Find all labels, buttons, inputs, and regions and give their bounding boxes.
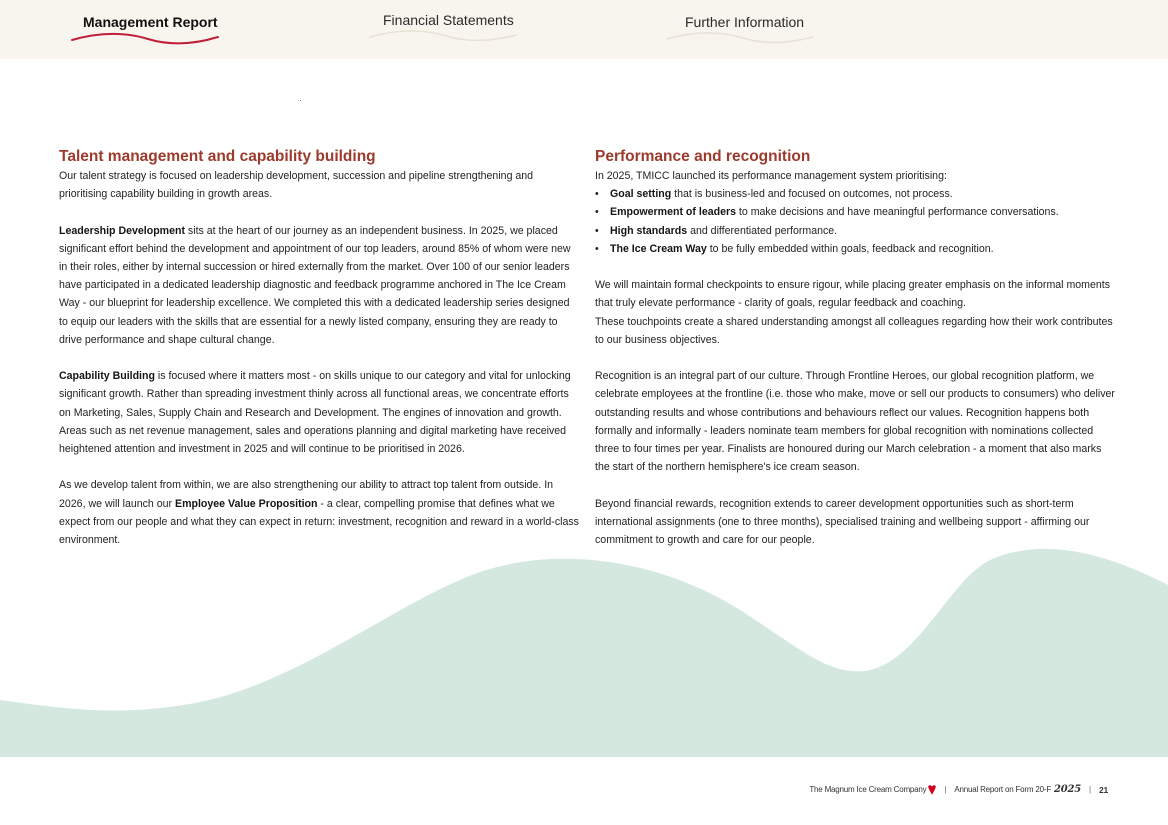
- list-item: • High standards and differentiated performance.: [595, 222, 1115, 240]
- tab-underline: [368, 28, 518, 44]
- section-heading-talent: Talent management and capability building: [59, 148, 376, 165]
- list-item: • The Ice Cream Way to be fully embedded within goals, feedback and recognition.: [595, 240, 1115, 258]
- stray-dot: [300, 100, 301, 101]
- bold-term: Employee Value Proposition: [175, 497, 318, 510]
- footer-separator: |: [1089, 785, 1091, 794]
- page-number: 21: [1098, 784, 1108, 795]
- brand-heart-icon: [928, 785, 936, 795]
- list-item: • Goal setting that is business-led and focused on outcomes, not process.: [595, 185, 1115, 203]
- tab-label: Further Information: [685, 14, 805, 30]
- top-navigation: [0, 0, 1168, 59]
- left-intro: Our talent strategy is focused on leadership development, succession and pipeline strengthening and prioritising capability building in growth areas.: [59, 170, 534, 201]
- capability-building-paragraph: Capability Building is focused where it matters most - on skills unique to our category and vital for unlocking significant growth. Rather than spreading investment thinly across all functional areas, we concentrate efforts on Marketing, Sales, Supply Chain and Research and Development. The engines of innovation and growth. Areas such as net revenue management, sales and operations planning and digital marketing have received heightened attention and investment in 2025 and will continue to be prioritised in 2026.: [59, 370, 571, 456]
- tab-label: Financial Statements: [383, 12, 514, 28]
- rewards-paragraph: Beyond financial rewards, recognition extends to career development opportunities such as short-term international assignments (one to three months), specialised training and wellbeing support - affirming our commitment to growth and care for our people.: [595, 497, 1090, 547]
- checkpoints-paragraph: We will maintain formal checkpoints to ensure rigour, while placing greater emphasis on the informal moments that truly elevate performance - clarity of goals, regular feedback and coaching. These touchpoints create a shared understanding amongst all colleagues regarding how their work contributes to our business objectives.: [595, 279, 1113, 346]
- footer-separator: |: [944, 785, 947, 794]
- bold-term: Capability Building: [59, 370, 155, 383]
- priorities-list: [595, 185, 1115, 258]
- company-name: The Magnum Ice Cream Company: [809, 785, 927, 794]
- recognition-paragraph: Recognition is an integral part of our culture. Through Frontline Heroes, our global recognition platform, we celebrate employees at the frontline (i.e. those who make, move or sell our products to consumers) who deliver outstanding results and whose contributions and behaviours reflect our values. Recognition happens both formally and informally - leaders nominate team members for global recognition with nominations collected three to four times per year. Finalists are honoured during our March celebration - a moment that also marks the start of the northern hemisphere's ice cream season.: [595, 370, 1115, 474]
- right-intro: In 2025, TMICC launched its performance management system prioritising:: [595, 170, 947, 182]
- section-heading-performance: Performance and recognition: [595, 148, 811, 165]
- left-column: [59, 146, 579, 567]
- tab-label: Management Report: [83, 14, 218, 30]
- page-footer: [809, 784, 1108, 795]
- report-year: 2025: [1054, 784, 1082, 795]
- tab-management-report[interactable]: [70, 12, 220, 30]
- decorative-wave: [0, 540, 1168, 757]
- tab-further-information[interactable]: [665, 12, 815, 30]
- tab-underline: [665, 30, 815, 46]
- list-item: • Empowerment of leaders to make decisions and have meaningful performance conversations.: [595, 203, 1115, 221]
- bold-term: Leadership Development: [59, 224, 185, 237]
- tab-financial-statements[interactable]: [368, 12, 518, 28]
- leadership-development-paragraph: Leadership Development sits at the heart of our journey as an independent business. In 2025, we placed significant effort behind the development and appointment of our top leaders, around 85% of whom were new in their roles, either by internal succession or hired externally from the market. Over 100 of our senior leaders have participated in a dedicated leadership diagnostic and feedback programme anchored in The Ice Cream Way - our blueprint for leadership excellence. We completed this with a dedicated leadership series designed to equip our leaders with the skills that are essential for a newly listed company, ensuring they are ready to drive performance and shape cultural change.: [59, 224, 571, 346]
- report-name: Annual Report on Form 20-F: [954, 785, 1051, 794]
- right-column: [595, 146, 1115, 567]
- tab-active-underline: [70, 30, 220, 46]
- evp-paragraph: As we develop talent from within, we are also strengthening our ability to attract top talent from outside. In 2026, we will launch our Employee Value Proposition - a clear, compelling promise that defines what we expect from our people and what they can expect in return: investment, recognition and reward in a world-class environment.: [59, 479, 579, 547]
